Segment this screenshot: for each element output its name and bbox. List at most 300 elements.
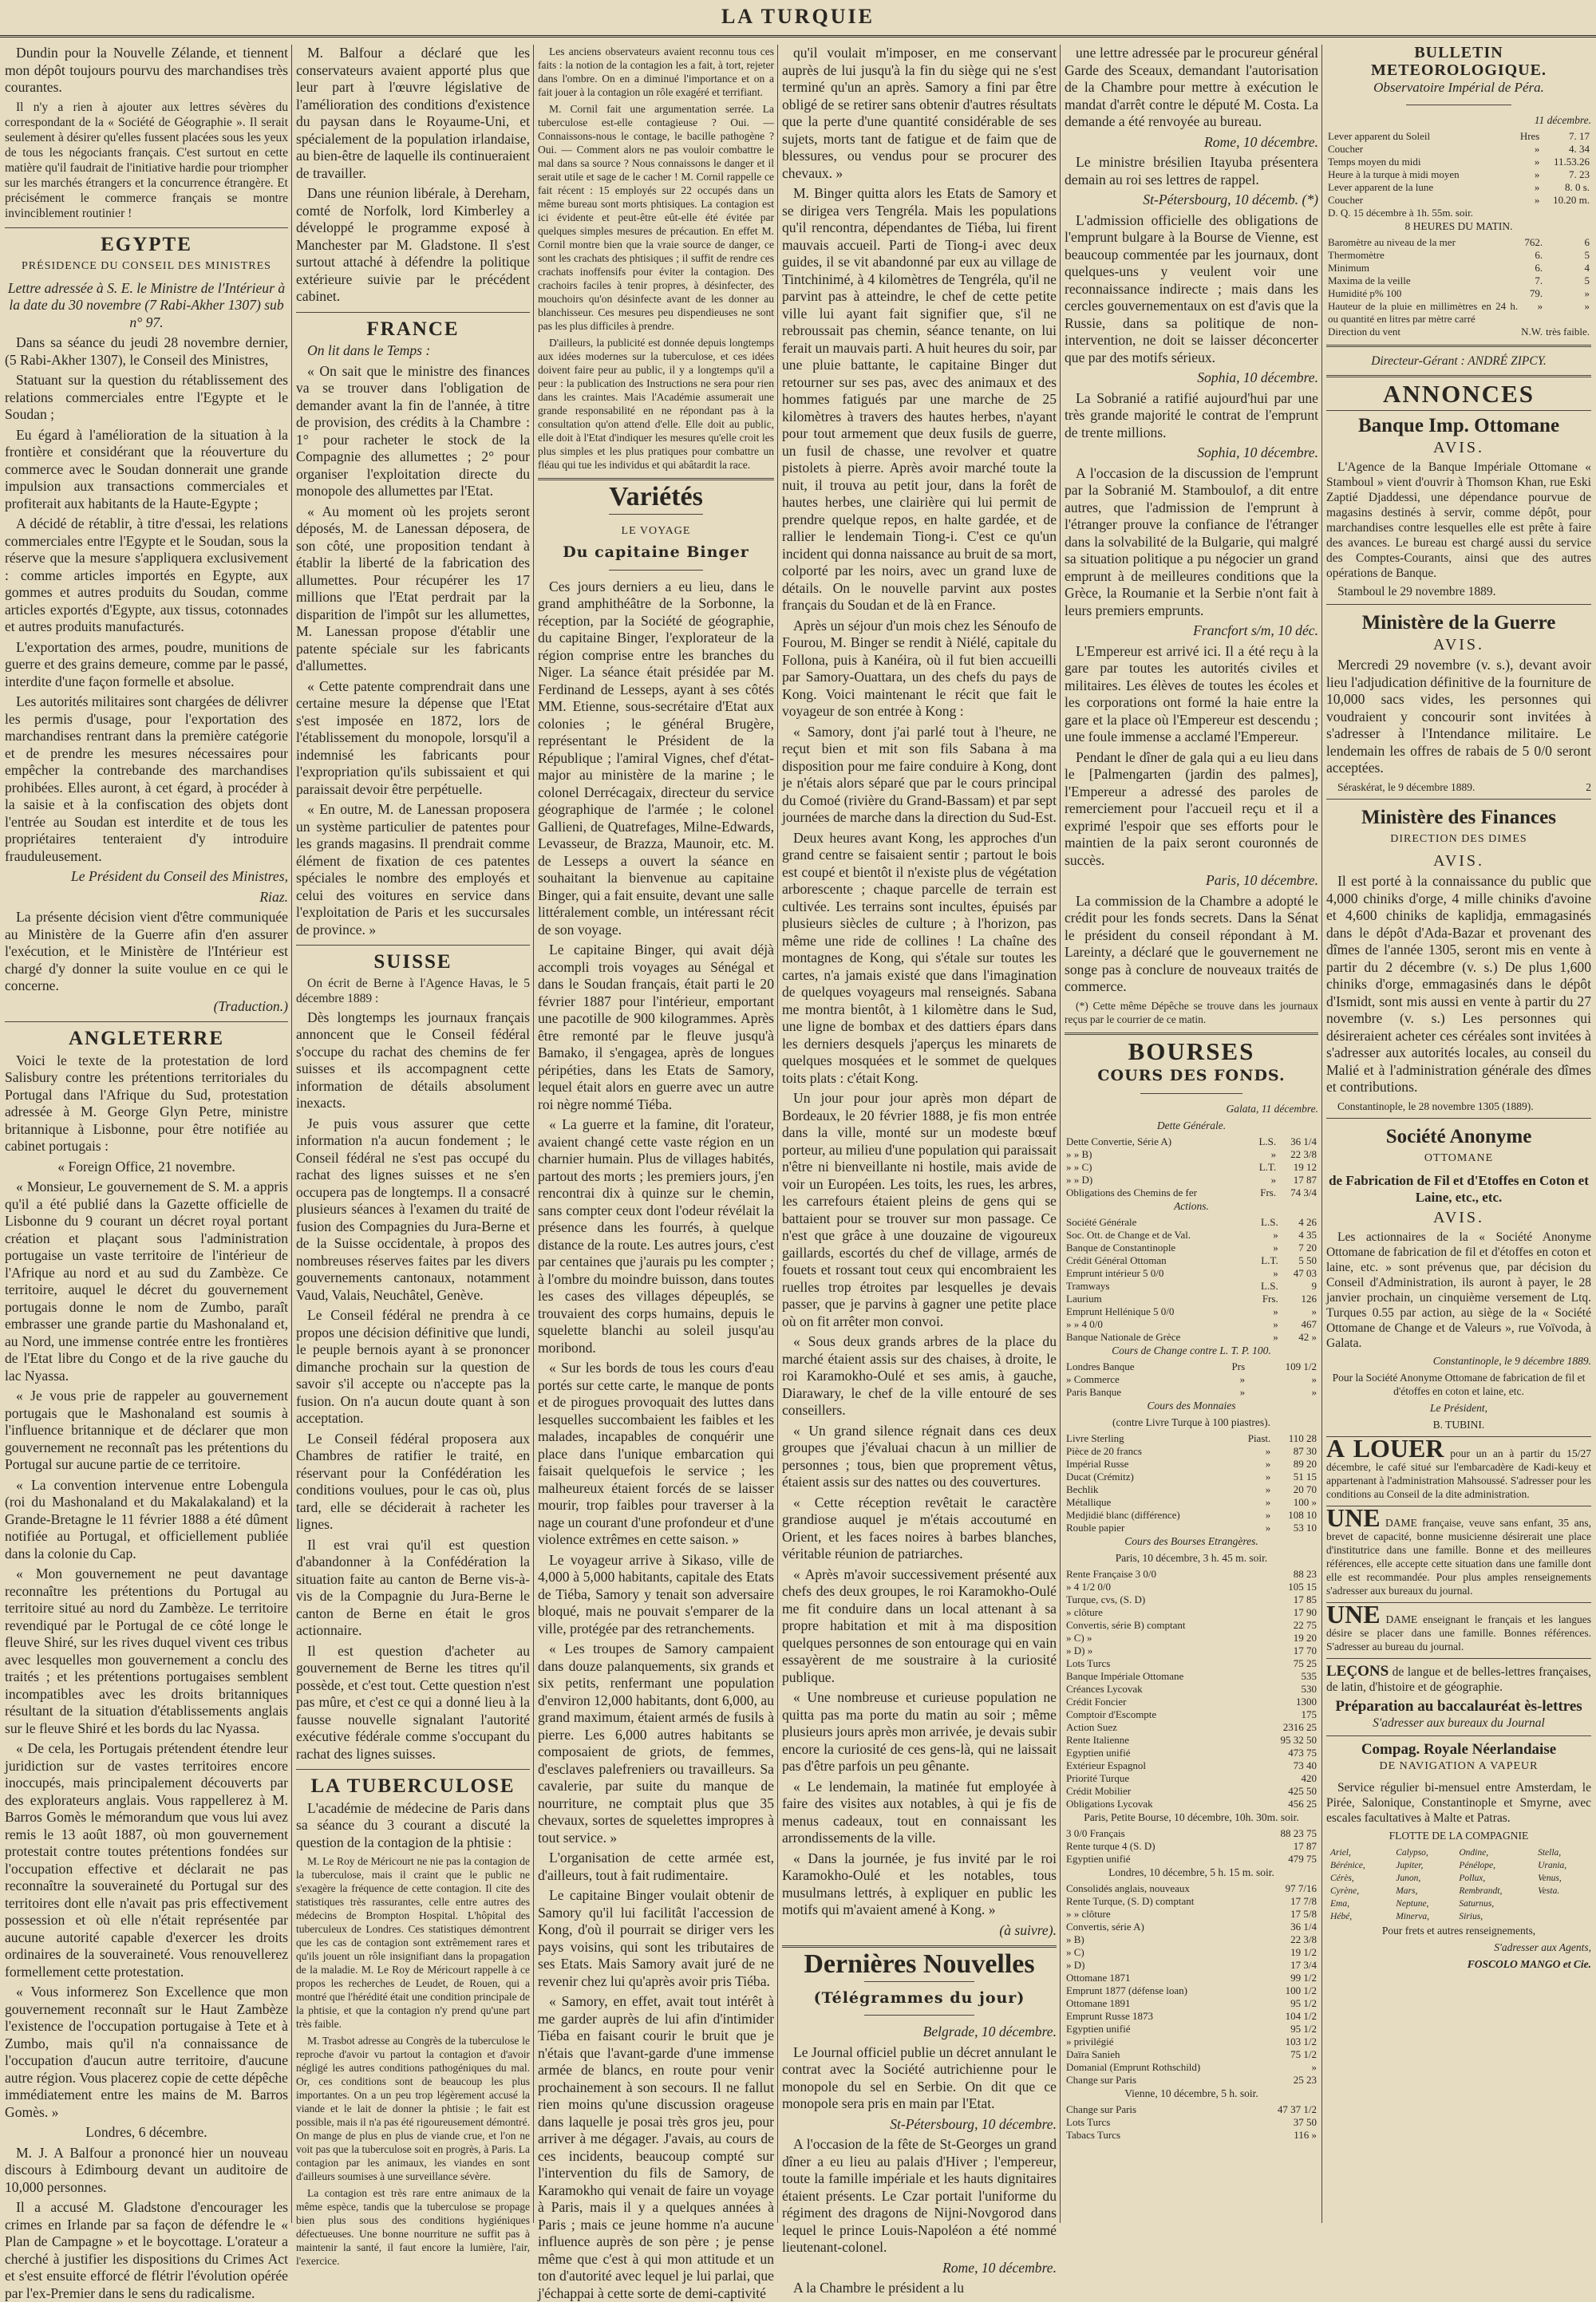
- table-cell: Change sur Paris: [1066, 2073, 1137, 2086]
- table-cell: »: [1273, 1228, 1278, 1241]
- ad-avis: AVIS.: [1432, 635, 1485, 653]
- table-cell: 25 23: [1293, 2073, 1317, 2086]
- ad-societe-anonyme: [1326, 1118, 1591, 1432]
- table-cell: 22 3/8: [1290, 1147, 1317, 1160]
- table-row: [1065, 1683, 1318, 1696]
- ad-avis: AVIS.: [1432, 1208, 1485, 1226]
- article-paragraph: Eu égard à l'amélioration de la situation à la frontière et considérant que la réouverture du commerce avec le Soudan donnerait une grande impulsion aux transactions commerciales et profiterait aux habitants de la Haute-Egypte ;: [5, 426, 288, 511]
- bac-subtitle: S'adresser aux bureaux du Journal: [1373, 1716, 1545, 1730]
- table-row: [1065, 1293, 1318, 1305]
- table-cell: Rente Turque, (S. D) comptant: [1066, 1894, 1195, 1907]
- table-cell: 19 20: [1293, 1631, 1317, 1644]
- article-title: Du capitaine Binger: [563, 543, 749, 561]
- article-paragraph: Le voyageur arrive à Sikaso, ville de 4,000 à 5,000 habitants, capitale des Etats de Tiéba, Samory y tenait son adversaire bloqué, mais ne pouvait s'emparer de la ville, protégée par des retranchements.: [538, 1551, 774, 1637]
- column-1: [5, 45, 288, 2301]
- table-cell: Frs.: [1262, 1292, 1278, 1305]
- article-paragraph: « Les troupes de Samory campaient dans douze palanquements, six grands et six petits, renfermant une population d'environ 12,000 habitants, dont 6,000, au grand maximum, étaient armés de fusils à pierre. Les 6,000 autres habitants se composaient de griots, de femmes, d'esclaves palefreniers ou travailleurs. Sa cavalerie, par suite du manque de nourriture, ne comptait plus que 35 chevaux, sortes de squelettes impropres à tout service. »: [538, 1641, 774, 1846]
- table-row: [1065, 1632, 1318, 1645]
- article-paragraph: Il a accusé M. Gladstone d'encourager les crimes en Irlande par sa façon de défendre le « Plan de Campagne » et le boycottage. L'orateur a cherché à justifier les dispositions du Crimes Act et s'est ensuite efforcé de flétrir l'évolution opérée par l'ex-Premier dans le sens du radicalisme.: [5, 2199, 288, 2301]
- table-cell: L.T.: [1261, 1254, 1278, 1266]
- small-ad-lead: LEÇONS: [1326, 1663, 1389, 1680]
- article-paragraph: « Cette patente comprendrait dans une certaine mesure la dépense que l'Etat s'est imposée en 1872, lors de l'établissement du monopole, lorsqu'il a indemnisé les fabricants pour l'expropriation qu'ils subissaient et qui paraissait devoir être perpétuelle.: [296, 677, 530, 797]
- table-cell: 51 15: [1293, 1470, 1317, 1483]
- table-cell: Créances Lycovak: [1066, 1682, 1143, 1695]
- table-row: [1065, 1509, 1318, 1522]
- ship-name: Neptune,: [1396, 1898, 1429, 1909]
- table-row: [1065, 2116, 1318, 2129]
- table-cell: Egyptien unifié: [1066, 2022, 1131, 2035]
- article-paragraph: M. Balfour a déclaré que les conservateurs avaient apporté plus que leur part à l'œuvre législative de l'amélioration des conditions d'existence du paysan dans le Royaume-Uni, et spécialement de la population irlandaise, au bien-être de laquelle ils continueraient de travailler.: [296, 45, 530, 181]
- table-cell: 87 30: [1293, 1444, 1317, 1457]
- table-cell: » » D): [1066, 1173, 1093, 1186]
- ship-name: Bérénice,: [1330, 1860, 1365, 1870]
- table-cell: 126: [1301, 1292, 1317, 1305]
- table-cell: 4 26: [1298, 1215, 1317, 1228]
- article-paragraph: L'académie de médecine de Paris dans sa séance du 3 courant a discuté la question de la contagion de la phtisie :: [296, 1799, 530, 1850]
- table-cell: »: [1311, 2060, 1317, 2073]
- article-paragraph: qu'il voulait m'imposer, en me conservant auprès de lui jusqu'à la fin du siège qui ne s'est terminé qu'un an après. Samory a fini par être obligé de se retirer sans obtenir d'autres résultats que la perte d'une quantité considérable de ses sujets, morts tant de fatigue et de faim que de blessures, ou vendus pour se procurer des chevaux. »: [782, 45, 1057, 181]
- ad-banque: [1326, 417, 1591, 599]
- table-cell: 20 70: [1293, 1483, 1317, 1495]
- table-row: [1326, 181, 1591, 194]
- table-cell: » C): [1066, 1945, 1084, 1958]
- table-row: [1065, 1360, 1318, 1373]
- table-cell: 104 1/2: [1285, 2009, 1317, 2022]
- table-row: [1065, 1593, 1318, 1606]
- ad-signature: Pour la Société Anonyme Ottomane de fabrication de fil et d'étoffes en coton et laine, etc.: [1332, 1372, 1586, 1397]
- table-cell: 10.20 m.: [1553, 193, 1590, 206]
- ad-body: Service régulier bi-mensuel entre Amsterdam, le Pirée, Salonique, Constantinople et Smyrne, avec escales facultatives à Malte et Patras.: [1326, 1780, 1591, 1825]
- ship-name: [1535, 1898, 1590, 1909]
- article-paragraph: « On sait que le ministre des finances va se trouver dans l'obligation de demander avant la fin de l'année, à titre de provision, des crédits à la Chambre : 1° pour racheter le stock de la Compagnie des allumettes ; 2° pour organiser l'exploitation directe du monopole des allumettes par l'Etat.: [296, 362, 530, 499]
- ship-name: Pollux,: [1459, 1873, 1486, 1883]
- table-cell: Humidité p% 100: [1328, 286, 1402, 299]
- table-row: [1065, 1798, 1318, 1810]
- table-cell: Emprunt Hellénique 5 0/0: [1066, 1305, 1175, 1317]
- article-paragraph: On écrit de Berne à l'Agence Havas, le 5 décembre 1889 :: [296, 976, 530, 1005]
- table-cell: » » clôture: [1066, 1907, 1111, 1920]
- table-cell: 95 1/2: [1290, 1996, 1317, 2009]
- table-cell: » D): [1066, 1958, 1085, 1971]
- table-cell: Ducat (Crémitz): [1066, 1470, 1134, 1483]
- article-paragraph: L'exportation des armes, poudre, munitions de guerre et des grains demeure, comme par le passé, interdite d'une façon formelle et absolue.: [5, 638, 288, 689]
- table-row: [1065, 2035, 1318, 2048]
- table-cell: Métallique: [1066, 1495, 1112, 1508]
- table-cell: 420: [1301, 1771, 1317, 1784]
- table-cell: Extérieur Espagnol: [1066, 1759, 1146, 1771]
- fleet-row: [1328, 1911, 1590, 1922]
- section-heading-france: FRANCE: [366, 318, 460, 340]
- divider: [1326, 345, 1591, 347]
- article-dateline: Sophia, 10 décembre.: [1197, 369, 1318, 385]
- article-paragraph: Statuant sur la question du rétablissement des relations commerciales entre l'Egypte et le Soudan ;: [5, 372, 288, 422]
- article-dateline: « Foreign Office, 21 novembre.: [57, 1158, 235, 1175]
- monnaies-table: [1065, 1432, 1318, 1534]
- table-cell: » » 4 0/0: [1066, 1317, 1103, 1330]
- small-ad-lead: UNE: [1326, 1503, 1381, 1532]
- table-cell: Tramways: [1066, 1279, 1110, 1292]
- table-cell: 47 03: [1293, 1266, 1317, 1279]
- ship-name: Jupiter,: [1396, 1860, 1424, 1870]
- divider: [864, 2015, 974, 2016]
- table-row: [1326, 274, 1591, 287]
- section-heading-tuberculose: LA TUBERCULOSE: [310, 1775, 516, 1797]
- table-row: [1065, 1657, 1318, 1670]
- table-row: [1065, 1619, 1318, 1632]
- table-cell: »: [1311, 1372, 1317, 1385]
- divider: [1140, 1093, 1242, 1094]
- ship-name: Ema,: [1330, 1898, 1349, 1909]
- ad-body: Mercredi 29 novembre (v. s.), devant avoir lieu l'adjudication définitive de la fourniture de 10,000 sacs vides, les personnes qui voudraient y concourir sont invitées à s'adresser à l'Intendance militaire. Le lendemain les offres de rabais de 5 0/0 seront acceptées.: [1326, 657, 1591, 776]
- article-paragraph: Le capitaine Binger, qui avait déjà accompli trois voyages au Sénégal et dans le Soudan français, était parti le 20 février 1887 pour l'intérieur, emportant une pacotille de 900 kilogrammes. Après être remonté par le fleuve jusqu'à Bamako, il s'engagea, après de longues péripéties, dans les Etats de Samory, lequel était alors en guerre avec un autre roi nègre nommé Tiéba.: [538, 942, 774, 1112]
- footnote: (*) Cette même Dépêche se trouve dans les journaux reçus par le courrier de ce matin.: [1065, 999, 1318, 1025]
- divider: [296, 312, 530, 313]
- article-dateline: St-Pétersbourg, 10 décemb. (*): [1143, 192, 1318, 207]
- ad-date: Constantinople, le 9 décembre 1889.: [1432, 1355, 1591, 1367]
- table-cell: Temps moyen du midi: [1328, 155, 1421, 168]
- table-row: [1065, 1772, 1318, 1785]
- table-row: [1065, 1148, 1318, 1161]
- ad-subtitle: de Fabrication de Fil et d'Etoffes en Coton et Laine, etc., etc.: [1329, 1172, 1589, 1205]
- table-cell: 4: [1584, 261, 1590, 274]
- meteo-morning-table: [1326, 236, 1591, 338]
- section-heading-angleterre: ANGLETERRE: [68, 1028, 225, 1049]
- ship-name: Cérès,: [1330, 1873, 1354, 1883]
- table-cell: Direction du vent: [1328, 325, 1400, 338]
- article-paragraph: A l'occasion de la fête de St-Georges un grand dîner a eu lieu au palais d'Hiver ; l'empereur, toute la famille impériale et les hauts dignitaires étaient présents. Le Czar portait l'uniforme du régiment des dragons de Nijni-Novgorod dans lequel le prince Louis-Napoléon a été nommé lieutenant-colonel.: [782, 2136, 1057, 2255]
- table-cell: 5: [1584, 274, 1590, 286]
- masthead: [0, 0, 1596, 41]
- table-cell: »: [1265, 1508, 1271, 1521]
- small-ad-lead: A LOUER: [1326, 1434, 1444, 1463]
- small-ad: [1326, 1602, 1591, 1653]
- section-heading-suisse: SUISSE: [373, 951, 452, 973]
- ship-name: Sirius,: [1459, 1911, 1483, 1921]
- table-cell: Londres Banque: [1066, 1360, 1135, 1372]
- ship-name: Vesta.: [1538, 1885, 1560, 1896]
- table-cell: »: [1273, 1330, 1278, 1343]
- column-2: [296, 45, 530, 2267]
- article-paragraph: M. Trasbot adresse au Congrès de la tuberculose le reproche d'avoir vu partout la contagion et d'avoir négligé les autres conditions pathogéniques du mal. Or, ces conditions sont de beaucoup les plus importantes. On a un peu trop légèrement accusé la viande et le lait de donner la phtisie ; le fait est possible, mais il n'a pas été rigoureusement démontré. On mange de plus en plus de viande crue, et l'on ne voit pas que la tuberculose soit en progrès, à Paris. La contagion par les animaux, les viandes en sont d'ailleurs soumises à une surveillance sévère.: [296, 2035, 530, 2182]
- table-cell: Comptoir d'Escompte: [1066, 1708, 1157, 1720]
- divider: [1326, 410, 1591, 411]
- table-cell: 6.: [1535, 261, 1543, 274]
- table-cell: Emprunt intérieur 5 0/0: [1066, 1266, 1164, 1279]
- table-cell: 175: [1301, 1708, 1317, 1720]
- table-row: [1065, 1606, 1318, 1619]
- table-row: [1326, 287, 1591, 300]
- table-cell: 88 23 75: [1280, 1826, 1317, 1839]
- ship-name: [1535, 1911, 1590, 1922]
- ad-title: Société Anonyme: [1385, 1125, 1532, 1147]
- table-row: [1065, 1670, 1318, 1683]
- article-paragraph: A décidé de rétablir, à titre d'essai, les relations commerciales entre l'Egypte et le Soudan, sous la réserve que la mesure s'appliquera exclusivement : comme articles importés en Egypte, aux gommes et autres produits du Soudan, comme articles exportés d'Egypte, aux tissus, cotonnades et autres produits manufacturés.: [5, 515, 288, 634]
- article-paragraph: Pendant le dîner de gala qui a eu lieu dans le [Palmengarten (jardin des palmes], l'Empereur a adressé des paroles de remerciement pour l'accueil reçu et il a exprimé l'espoir que ses efforts pour le maintien de la paix seront couronnés de succès.: [1065, 748, 1318, 868]
- table-cell: 79.: [1529, 286, 1543, 299]
- article-paragraph: L'admission officielle des obligations de l'emprunt bulgare à la Bourse de Vienne, est beaucoup commentée par les journaux, dont quelques-uns y veulent voir une reconnaissance indirecte ; mais dans les cercles gouvernementaux on est d'avis que la Russie, dans sa politique de non-intervention, ne doit se laisser déconcerter que par des motifs sérieux.: [1065, 211, 1318, 365]
- table-cell: 75 1/2: [1290, 2047, 1317, 2060]
- table-cell: Paris Banque: [1066, 1385, 1121, 1398]
- article-dateline: Sophia, 10 décembre.: [1197, 444, 1318, 460]
- ad-date: [1326, 780, 1591, 794]
- table-cell: Livre Sterling: [1066, 1431, 1124, 1444]
- article-paragraph: « Sous deux grands arbres de la place du marché étaient assis sur des chaises, à droite, le roi Karamokho-Oulé et ses amis, à gauche, Diarawary, le chef de la ville entouré de ses conseillers.: [782, 1333, 1057, 1418]
- table-cell: 42 »: [1298, 1330, 1317, 1343]
- ship-name: Venus,: [1538, 1873, 1562, 1883]
- small-ad-text: pour un an à partir du 15/27 décembre, le café situé sur l'embarcadère de Kadi-keuy et appartenant à l'administration Mahsoussé. S'adresser pour les conditions au Conseil de la dite administration.: [1326, 1447, 1592, 1500]
- table-cell: »: [1239, 1372, 1246, 1385]
- section-subheading: (Télégrammes du jour): [813, 1988, 1025, 2007]
- ship-name: Calypso,: [1396, 1847, 1428, 1858]
- ad-title: Ministère de la Guerre: [1361, 612, 1556, 634]
- table-cell: Egyptien unifié: [1066, 1746, 1131, 1759]
- article-paragraph: « Après m'avoir successivement présenté aux chefs des deux groupes, le roi Karamokho-Oulé me fit conduire dans un local attenant à sa propre habitation et mit à ma disposition quelques personnes de son entourage qui en vain essayèrent de me soustraire à la curiosité publique.: [782, 1566, 1057, 1685]
- table-row: [1326, 249, 1591, 262]
- signature-line: Le Président du Conseil des Ministres,: [70, 868, 288, 884]
- table-title: Actions.: [1174, 1199, 1209, 1212]
- article-intro: Lettre adressée à S. E. le Ministre de l'Intérieur à la date du 30 novembre (7 Rabi-Akher 1307) sub n° 97.: [7, 279, 286, 330]
- article-dateline: Belgrade, 10 décembre.: [922, 2024, 1057, 2039]
- article-paragraph: D'ailleurs, la publicité est donnée depuis longtemps aux idées modernes sur la tuberculose, et ces idées doivent faire peur au public, il y a longtemps qu'il a peur : la publication des Instructions ne sera pour rien dans les craintes. Mais l'Académie assumerait une grande responsabilité en ne répondant pas à la consultation qu'on attend d'elle. Elle doit au public, elle doit à l'Etat d'indiquer les mesures qu'elle croit les plus simples et les plus pratiques pour combattre un fléau qui tue les individus et qui abâtardit la race.: [538, 337, 774, 471]
- ship-name: Ariel,: [1330, 1847, 1351, 1858]
- continued-note: (à suivre).: [999, 1921, 1057, 1938]
- table-cell: »: [1534, 193, 1540, 206]
- table-cell: 473 75: [1288, 1746, 1317, 1759]
- table-cell: Priorité Turque: [1066, 1771, 1130, 1784]
- table-cell: Rente turque 4 (S. D): [1066, 1839, 1156, 1852]
- table-cell: 5 50: [1298, 1254, 1317, 1266]
- table-cell: 109 1/2: [1285, 1360, 1317, 1372]
- table-row: [1065, 1496, 1318, 1509]
- table-cell: 17 90: [1293, 1605, 1317, 1618]
- small-ad: [1326, 1503, 1592, 1597]
- article-paragraph: « Monsieur, Le gouvernement de S. M. a appris qu'il a été publié dans la Gazette officielle de Lisbonne du 9 courant un décret royal portant création et plaçant sous l'administration portugaise un vaste territoire de l'intérieur de l'Afrique au nord et au sud du Zambèze. Ce territoire, auquel le décret du gouvernement portugais donne le nom de Zumbo, paraît embrasser une grande partie du Mashonaland et, au Nord, une immense contrée entre les frontières de l'Etat libre du Congo et de la rive gauche du lac Nyassa.: [5, 1179, 288, 1384]
- table-cell: 103 1/2: [1285, 2035, 1317, 2047]
- table-cell: 5: [1584, 248, 1590, 261]
- table-cell: Emprunt 1877 (défense loan): [1066, 1984, 1187, 1996]
- table-cell: »: [1265, 1495, 1271, 1508]
- table-cell: »: [1265, 1483, 1271, 1495]
- table-cell: » privilégié: [1066, 2035, 1114, 2047]
- table-cell: 467: [1301, 1317, 1317, 1330]
- table-cell: 425 50: [1288, 1784, 1317, 1797]
- column-divider: [1321, 45, 1322, 2223]
- ship-name: Saturnus,: [1459, 1898, 1495, 1909]
- ad-signature: B. TUBINI.: [1432, 1419, 1485, 1431]
- article-paragraph: M. J. A Balfour a prononcé hier un nouveau discours à Edimbourg devant un auditoire de 10,000 personnes.: [5, 2144, 288, 2195]
- table-row: [1065, 1318, 1318, 1331]
- table-cell: 479 75: [1288, 1852, 1317, 1865]
- table-cell: 19 1/2: [1290, 1945, 1317, 1958]
- table-dateline: Paris, Petite Bourse, 10 décembre, 10h. 30m. soir.: [1084, 1810, 1299, 1823]
- table-cell: Dette Convertie, Série A): [1066, 1135, 1172, 1147]
- vienne-table: [1065, 2103, 1318, 2142]
- ad-guerre: [1326, 604, 1591, 794]
- table-title: Cours des Monnaies: [1147, 1399, 1236, 1412]
- table-row: [1326, 143, 1591, 156]
- ship-name: Ondine,: [1459, 1847, 1489, 1858]
- table-cell: 47 37 1/2: [1277, 2103, 1317, 2115]
- ship-name: Pénélope,: [1459, 1860, 1496, 1870]
- article-paragraph: Les anciens observateurs avaient reconnu tous ces faits : la notion de la contagion les a fait, à tort, rejeter dans l'ombre. On en a diminué l'importance et on a fait jouer à la contagion un rôle exagéré et terrifiant.: [538, 45, 774, 98]
- table-cell: 17 85: [1293, 1593, 1317, 1605]
- table-cell: 75 25: [1293, 1656, 1317, 1669]
- table-row: [1065, 1984, 1318, 1997]
- ad-finances: [1326, 799, 1591, 1113]
- article-paragraph: M. Le Roy de Méricourt ne nie pas la contagion de la tuberculose, mais il craint que le public ne s'exagère la fréquence de cette contagion. Il cite des statistiques très rassurantes, celle entre autres des médecins de Brompton Hospital. L'hôpital des tuberculeux de Londres. Ces statistiques démontrent que les cas de contagion sont extrêmement rares et qu'ils jouent un rôle insignifiant dans la propagation de la maladie. M. Le Roy de Méricourt rappelle à ce propos les recherches de Leudet, de Rouen, qui a montré que l'hérédité était une condition principale de la phtisie, et que la contagion n'y prend qu'une part très faible.: [296, 1855, 530, 2030]
- table-row: [1326, 236, 1591, 249]
- column-4: [782, 45, 1057, 2296]
- table-cell: Lever apparent du Soleil: [1328, 129, 1431, 142]
- ad-signature: Le Président,: [1430, 1402, 1487, 1414]
- column-divider: [291, 45, 292, 2223]
- table-cell: Thermomètre: [1328, 248, 1385, 261]
- masthead-rule: [0, 35, 1596, 38]
- ad-avis: AVIS.: [1432, 438, 1485, 456]
- table-cell: Rente Française 3 0/0: [1066, 1567, 1156, 1580]
- article-paragraph: « La guerre et la famine, dit l'orateur, avaient changé cette vaste région en un charnier humain. Plus de villages habités, partout des morts ; les premiers jours, j'en rencontrai dix à quinze sur le chemin, sans compter ceux dont l'odeur révélait la présence dans les fourrés, à quelque distance de la route. Les autres jours, c'est par centaines que j'aurais pu les compter ; à l'ombre du moindre buisson, dans toutes les cases des villages dépeuplés, se trouvaient des corps humains, depuis le squelette blanchi au soleil jusqu'au moribond.: [538, 1116, 774, 1356]
- small-ad-text: de langue et de belles-lettres françaises, de latin, d'histoire et de géographie.: [1326, 1665, 1591, 1694]
- table-cell: Medjidié blanc (différence): [1066, 1508, 1180, 1521]
- article-dateline: Rome, 10 décembre.: [1204, 133, 1318, 150]
- table-row: [1326, 262, 1591, 274]
- article-paragraph: Voici le texte de la protestation de lord Salisbury contre les prétentions territoriales du Portugal dans l'Afrique du Sud, protestation adressée à M. George Glyn Petre, ministre britannique à Lisbonne, pour être notifiée au cabinet portugais :: [5, 1052, 288, 1154]
- ship-name: Mars,: [1396, 1885, 1418, 1896]
- table-cell: » » B): [1066, 1147, 1092, 1160]
- table-cell: 17 87: [1293, 1839, 1317, 1852]
- table-row: [1065, 1827, 1318, 1840]
- article-paragraph: Le Journal officiel publie un décret annulant le contrat avec la Société autrichienne pour le monopole du sel en Serbie. On dit que ce monopole sera pris en main par l'Etat.: [782, 2043, 1057, 2111]
- article-paragraph: Deux heures avant Kong, les approches d'un grand centre se faisaient sentir ; partout le bois est coupé et bientôt il n'existe plus de végétation arborescente ; chaque parcelle de terrain est cultivée. Les terrains sont incultes, épuisés par plusieurs siècles de culture ; à l'horizon, pas même une ride de collines ! La chaîne des montagnes de Kong, qui s'étale sur toutes les cartes, n'a jamais existé que dans l'imagination de quelques voyageurs mal renseignés. Sabana me montra bientôt, à 1 kilomètre dans le Sud, une ligne de bombax et des dattiers épars dans les derniers desquels j'aperçus les minarets de quelques mosquées et le sommet de quelques toits plats : c'était Kong.: [782, 829, 1057, 1086]
- ship-name: Junon,: [1396, 1873, 1421, 1883]
- divider: [609, 514, 703, 515]
- table-cell: Convertis, série B) comptant: [1066, 1618, 1186, 1631]
- ad-title: Compag. Royale Néerlandaise: [1361, 1740, 1557, 1758]
- table-cell: Consolidés anglais, nouveaux: [1066, 1881, 1190, 1894]
- table-cell: 53 10: [1293, 1521, 1317, 1534]
- ad-body: Il est porté à la connaissance du public que 4,000 chiniks d'orge, 4 mille chiniks d'avoine et 4,600 chiniks de kaplidja, emmagasinés dans le dépôt d'Ada-Bazar et provenant des dîmes de l'année 1305, seront mis en vente à partir du 2 décembre (v. s.) De plus 1,600 chiniks d'orge, emmagasinés dans le dépôt d'Ismidt, sont mis aussi en vente à partir du 27 novembre (v. s.) Les personnes qui désireraient acheter ces céréales sont invitées à s'adresser aux autorités locales, au conseil du Malié et à l'administration générale des dîmes et contributions.: [1326, 873, 1591, 1095]
- table-row: [1065, 1305, 1318, 1318]
- small-ad: [1326, 1658, 1591, 1731]
- table-row: [1065, 2061, 1318, 2074]
- actions-table: [1065, 1216, 1318, 1344]
- ship-name: Urania,: [1538, 1860, 1567, 1870]
- table-row: [1065, 1882, 1318, 1895]
- table-row: [1065, 2048, 1318, 2061]
- ad-subtitle: DE NAVIGATION A VAPEUR: [1379, 1760, 1539, 1772]
- table-cell: D. Q. 15 décembre à 1h. 55m. soir.: [1328, 206, 1473, 219]
- table-row: [1065, 1581, 1318, 1593]
- ad-subtitle: DIRECTION DES DIMES: [1390, 833, 1527, 845]
- table-cell: 22 75: [1293, 1618, 1317, 1631]
- column-divider: [777, 45, 778, 2223]
- table-cell: Crédit Foncier: [1066, 1695, 1127, 1708]
- ship-name: Stella,: [1538, 1847, 1562, 1858]
- table-cell: 6.: [1535, 248, 1543, 261]
- table-cell: Daïra Sanieh: [1066, 2047, 1120, 2060]
- article-paragraph: Ces jours derniers a eu lieu, dans le grand amphithéâtre de la Sorbonne, la réception, par la Société de géographie, du capitaine Binger, l'explorateur de la région comprise entre les branches du Niger. La séance était présidée par M. Ferdinand de Lesseps, ayant à ses côtés MM. Etienne, sous-secrétaire d'Etat aux colonies ; le général Brugère, représentant le Président de la République ; l'amiral Vignes, chef d'état-major au ministère de la marine ; le colonel Derrécagaix, directeur du service géographique de l'armée ; le colonel Gallieni, de Quatrefages, Milne-Edwards, Levasseur, de Brazza, Maunoir, etc. M. de Lesseps a ouvert la séance en souhaitant la bienvenue au capitaine Binger, qui a fait ensuite, devant une salle littéralement comble, un intéressant récit de son voyage.: [538, 578, 774, 938]
- table-cell: Hauteur de la pluie en millimètres en 24 h. ou quantité en litres par mètre carré: [1328, 299, 1519, 325]
- article-paragraph: Le Conseil fédéral proposera aux Chambres de ratifier le traité, en réservant pour la Confédération les conditions voulues, pour le cas où, plus tard, elle se déciderait à racheter les lignes.: [296, 1430, 530, 1532]
- table-cell: Coucher: [1328, 142, 1364, 155]
- table-cell: »: [1273, 1305, 1278, 1317]
- ship-name: Hébé,: [1330, 1911, 1353, 1921]
- table-cell: Ottomane 1871: [1066, 1971, 1131, 1984]
- bac-title: Préparation au baccalauréat ès-lettres: [1335, 1698, 1582, 1715]
- article-paragraph: une lettre adressée par le procureur général Garde des Sceaux, demandant l'autorisation de la Chambre pour mettre à exécution le mandat d'arrêt contre le député M. Costa. La demande a été renvoyée au bureau.: [1065, 45, 1318, 129]
- column-3: [538, 45, 774, 2301]
- table-cell: 7.: [1535, 274, 1543, 286]
- dette-table: [1065, 1135, 1318, 1199]
- ship-name: Minerva,: [1396, 1911, 1430, 1921]
- ad-body: Les actionnaires de la « Société Anonyme Ottomane de fabrication de fil et d'étoffes en coton et laine, etc. » sont prévenus que, par décision du Conseil d'Administration, ils auront à payer, le 28 janvier prochain, un cinquième versement de Ltq. Turques 0.55 par action, au siège de la « Société Ottomane de Change et de Valeurs », rue Voïvoda, à Galata.: [1326, 1230, 1591, 1350]
- table-cell: Obligations des Chemins de fer: [1066, 1186, 1197, 1198]
- table-row: [1065, 2010, 1318, 2023]
- table-cell: Banque Impériale Ottomane: [1066, 1669, 1184, 1682]
- table-cell: 1300: [1296, 1695, 1317, 1708]
- table-cell: »: [1265, 1470, 1271, 1483]
- small-ad-text: DAME enseignant le français et les langues désire se placer dans une famille. Bonnes références. S'adresser au bureau du journal.: [1326, 1613, 1592, 1652]
- table-cell: L.S.: [1258, 1135, 1277, 1147]
- table-cell: Bechlik: [1066, 1483, 1099, 1495]
- table-cell: »: [1534, 155, 1540, 168]
- divider: [5, 1021, 288, 1022]
- table-row: [1065, 1747, 1318, 1759]
- table-cell: 4 35: [1298, 1228, 1317, 1241]
- table-cell: Piast.: [1247, 1431, 1271, 1444]
- divider: [1326, 375, 1591, 377]
- table-cell: »: [1270, 1173, 1277, 1186]
- article-paragraph: On lit dans le Temps :: [307, 342, 431, 358]
- table-cell: »: [1239, 1385, 1246, 1398]
- table-cell: »: [1534, 142, 1540, 155]
- article-paragraph: Le Conseil fédéral ne prendra à ce propos une décision définitive que lundi, le peuple bernois ayant à se prononcer dimanche prochain sur la question de savoir s'il accepte ou n'accepte pas la fusion. On n'a aucun doute quant à son acceptation.: [296, 1307, 530, 1426]
- table-cell: » 4 1/2 0/0: [1066, 1580, 1111, 1593]
- table-cell: 99 1/2: [1290, 1971, 1317, 1984]
- ad-compagnie-neerlandaise: [1326, 1735, 1591, 1971]
- table-row: [1065, 1432, 1318, 1445]
- column-divider: [533, 45, 534, 2223]
- table-cell: 22 3/8: [1290, 1933, 1317, 1945]
- table-cell: Coucher: [1328, 193, 1364, 206]
- table-row: [1065, 1721, 1318, 1734]
- table-row: [1065, 1216, 1318, 1229]
- table-row: [1065, 1785, 1318, 1798]
- annonces-heading: ANNONCES: [1383, 379, 1535, 408]
- table-cell: Heure à la turque à midi moyen: [1328, 168, 1460, 180]
- table-subtitle: (contre Livre Turque à 100 piastres).: [1112, 1416, 1270, 1428]
- article-paragraph: « La convention intervenue entre Lobengula (roi du Mashonaland et du Makalakaland) et la Grande-Bretagne le 11 février 1888 a été dûment notifiée au Portugal, et officiellement publiée dans la colonie du Cap.: [5, 1476, 288, 1562]
- ad-date-text: Séraskérat, le 9 décembre 1889.: [1337, 780, 1476, 793]
- table-row: [1065, 1933, 1318, 1946]
- divider: [5, 227, 288, 228]
- table-row: [1065, 1908, 1318, 1921]
- ship-name: Cyrène,: [1330, 1885, 1360, 1896]
- table-cell: 2316 25: [1282, 1720, 1317, 1733]
- table-cell: 95 1/2: [1290, 2022, 1317, 2035]
- table-row: [1326, 130, 1591, 143]
- table-row: [1065, 1645, 1318, 1657]
- table-row: [1065, 1946, 1318, 1959]
- table-cell: » » C): [1066, 1160, 1092, 1173]
- table-cell: Banque de Constantinople: [1066, 1241, 1176, 1254]
- fleet-row: [1328, 1898, 1590, 1909]
- ad-title: Banque Imp. Ottomane: [1357, 415, 1560, 436]
- article-paragraph: Il est question d'acheter au gouvernement de Berne les titres qu'il possède, et c'est tout. Cette question n'est pas mûre, et c'est ce qui a donné lieu à la fausse nouvelle signalant l'autorité exécutive fédérale comme s'occupant du rachat des lignes suisses.: [296, 1642, 530, 1762]
- table-cell: Pièce de 20 francs: [1066, 1444, 1142, 1457]
- table-row: [1326, 156, 1591, 168]
- article-paragraph: Dès longtemps les journaux français annoncent que le Conseil fédéral s'occupe du rachat des chemins de fer suisses et ils accompagnent cette information de détails absolument inexacts.: [296, 1009, 530, 1111]
